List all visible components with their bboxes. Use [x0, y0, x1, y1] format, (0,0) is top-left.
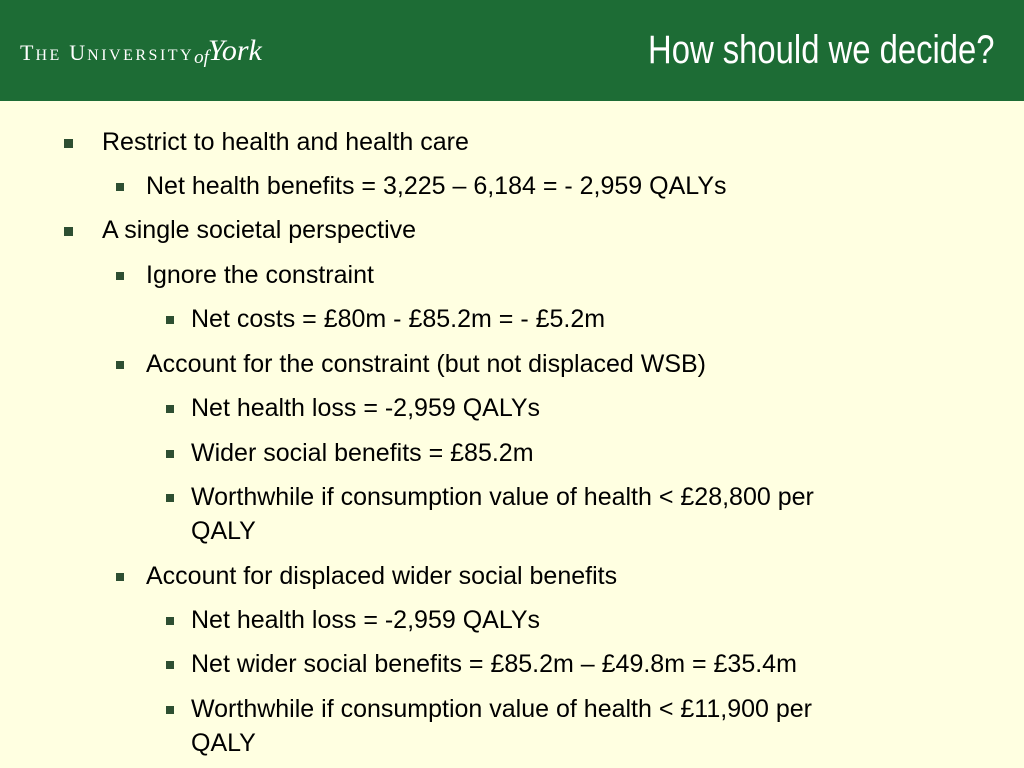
bullet-item: Ignore the constraint	[146, 261, 374, 289]
bullet-marker	[116, 183, 124, 191]
bullet-marker	[64, 227, 73, 236]
bullet-marker	[166, 494, 174, 502]
bullet-marker	[166, 316, 174, 324]
bullet-item: Net costs = £80m - £85.2m = - £5.2m	[191, 305, 606, 333]
logo-university-rest: NIVERSITY	[87, 47, 195, 64]
bullet-item: Worthwhile if consumption value of health < £28,800 per	[191, 483, 814, 511]
logo-york: York	[207, 34, 262, 67]
bullet-item: Account for displaced wider social benefits	[146, 562, 618, 590]
bullet-item: Net health loss = -2,959 QALYs	[191, 394, 541, 422]
bullet-item: Net health loss = -2,959 QALYs	[191, 606, 541, 634]
bullet-item: Wider social benefits = £85.2m	[191, 439, 534, 467]
page-title: How should we decide?	[647, 28, 994, 72]
bullet-item: Restrict to health and health care	[102, 128, 469, 156]
bullet-item: A single societal perspective	[102, 216, 417, 244]
logo-the-rest: HE	[35, 47, 62, 64]
bullet-item-continuation: QALY	[191, 517, 256, 545]
logo-the-initial: T	[20, 40, 36, 65]
bullet-item: Net wider social benefits = £85.2m – £49.8m = £35.4m	[191, 650, 797, 678]
bullet-item: Net health benefits = 3,225 – 6,184 = - 2,959 QALYs	[146, 172, 727, 200]
bullet-item: Account for the constraint (but not displaced WSB)	[146, 350, 706, 378]
bullet-marker	[166, 405, 174, 413]
bullet-marker	[166, 661, 174, 669]
logo-of: of	[194, 47, 209, 68]
logo-university-initial: U	[69, 40, 88, 65]
bullet-marker	[116, 573, 124, 581]
bullet-marker	[166, 617, 174, 625]
bullet-marker	[166, 706, 174, 714]
bullet-marker	[116, 361, 124, 369]
bullet-marker	[64, 139, 73, 148]
bullet-item-continuation: QALY	[191, 729, 256, 757]
bullet-marker	[166, 450, 174, 458]
bullet-marker	[116, 272, 124, 280]
bullet-item: Worthwhile if consumption value of health < £11,900 per	[191, 695, 812, 723]
